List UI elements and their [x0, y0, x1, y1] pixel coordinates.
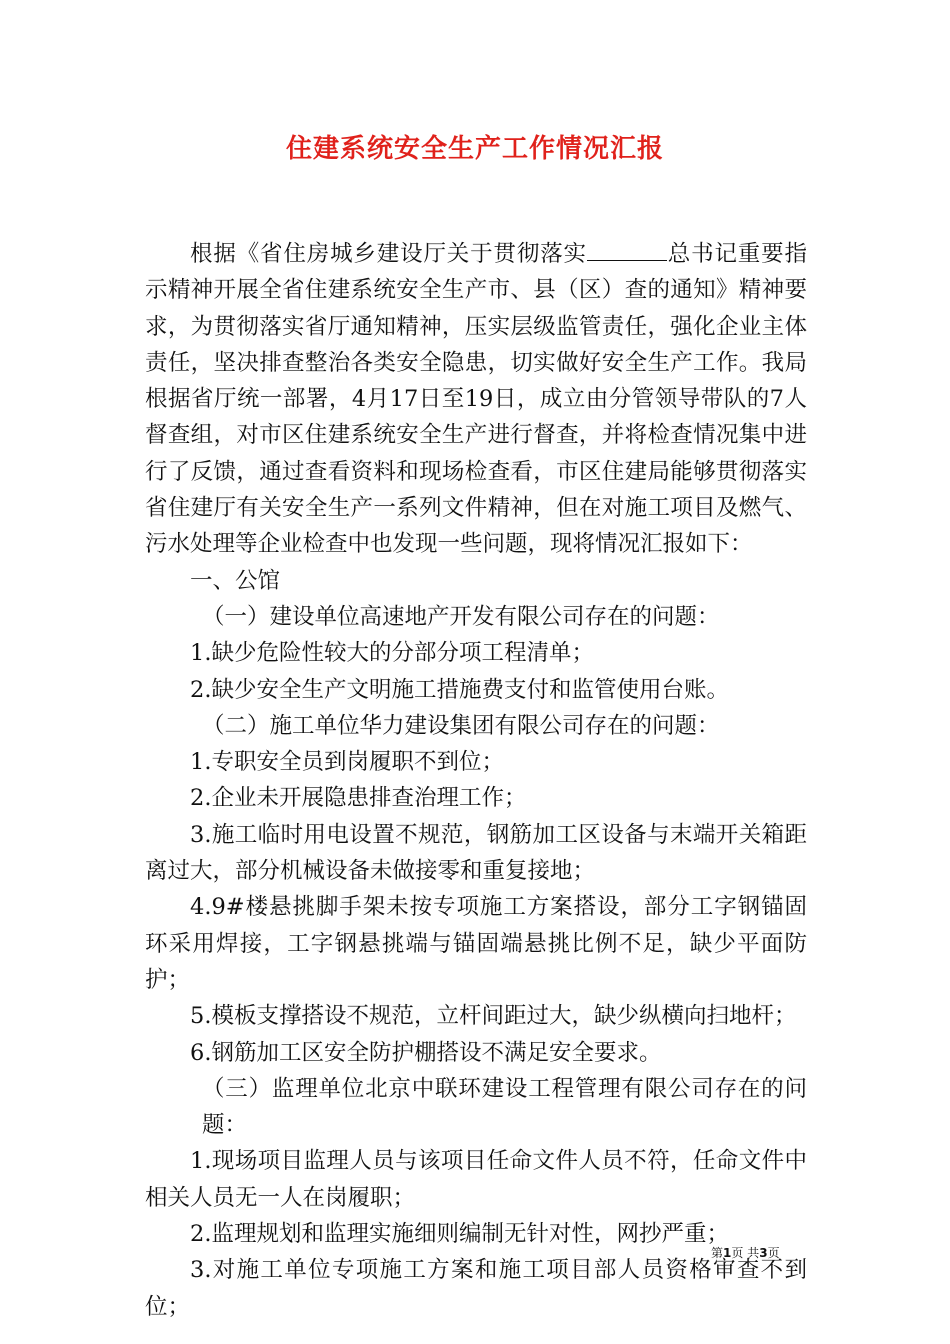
section-heading: 一、公馆 — [190, 567, 281, 594]
list-item: 6.钢筋加工区安全防护棚搭设不满足安全要求。 — [190, 1039, 662, 1066]
intro-text-part2: 总书记重要指示精神开展全省住建系统安全生产市、县（区）查的通知》精神要求，为贯彻落实省厅通知精神，压实层级监管责任，强化企业主体责任，坚决排查整治各类安全隐患，切实做好安全生产工作。我局根据省厅统一部署，4月17日至19日，成立由分管领导带队的7人督查组，对市区住建系统安全生产进行督查，并将检查情况集中进行了反馈，通过查看资料和现场检查看，市区住建局能够贯彻落实省住建厅有关安全生产一系列文件精神，但在对施工项目及燃气、污水处理等企业检查中也发现一些问题，现将情况汇报如下： — [145, 241, 807, 558]
list-item: 1.缺少危险性较大的分部分项工程清单； — [190, 640, 594, 667]
document-body — [145, 236, 807, 1325]
list-item: 2.监理规划和监理实施细则编制无针对性，网抄严重； — [190, 1221, 729, 1248]
intro-text-part1: 根据《省住房城乡建设厅关于贯彻落实 — [190, 241, 587, 267]
page-footer — [711, 1245, 780, 1261]
document-title: 住建系统安全生产工作情况汇报 — [285, 134, 664, 164]
list-item: 2.缺少安全生产文明施工措施费支付和监管使用台账。 — [190, 676, 729, 703]
list-item: 4.9#楼悬挑脚手架未按专项施工方案搭设，部分工字钢锚固环采用焊接，工字钢悬挑端与锚固端悬挑比例不足，缺少平面防护； — [145, 894, 807, 993]
footer-total-pages: 3 — [759, 1246, 768, 1260]
intro-paragraph — [145, 236, 807, 563]
list-item: 1.专职安全员到岗履职不到位； — [190, 749, 504, 776]
footer-page-number: 1 — [723, 1246, 732, 1260]
footer-middle: 页 共 — [731, 1246, 760, 1260]
list-item: 2.企业未开展隐患排查治理工作； — [190, 785, 527, 812]
list-item: 5.模板支撑搭设不规范，立杆间距过大，缺少纵横向扫地杆； — [190, 1003, 797, 1030]
subsection-heading-3: （三）监理单位北京中联环建设工程管理有限公司存在的问题： — [202, 1075, 807, 1139]
list-item: 3.施工临时用电设置不规范，钢筋加工区设备与末端开关箱距离过大，部分机械设备未做接零和重复接地； — [145, 821, 807, 885]
blank-underline — [587, 240, 667, 261]
footer-suffix: 页 — [767, 1246, 780, 1260]
footer-prefix: 第 — [711, 1246, 724, 1260]
subsection-heading-2: （二）施工单位华力建设集团有限公司存在的问题： — [202, 712, 720, 739]
list-item: 3.对施工单位专项施工方案和施工项目部人员资格审查不到位； — [145, 1257, 807, 1320]
subsection-heading-1: （一）建设单位高速地产开发有限公司存在的问题： — [202, 603, 720, 630]
list-item: 1.现场项目监理人员与该项目任命文件人员不符，任命文件中相关人员无一人在岗履职； — [145, 1148, 807, 1211]
